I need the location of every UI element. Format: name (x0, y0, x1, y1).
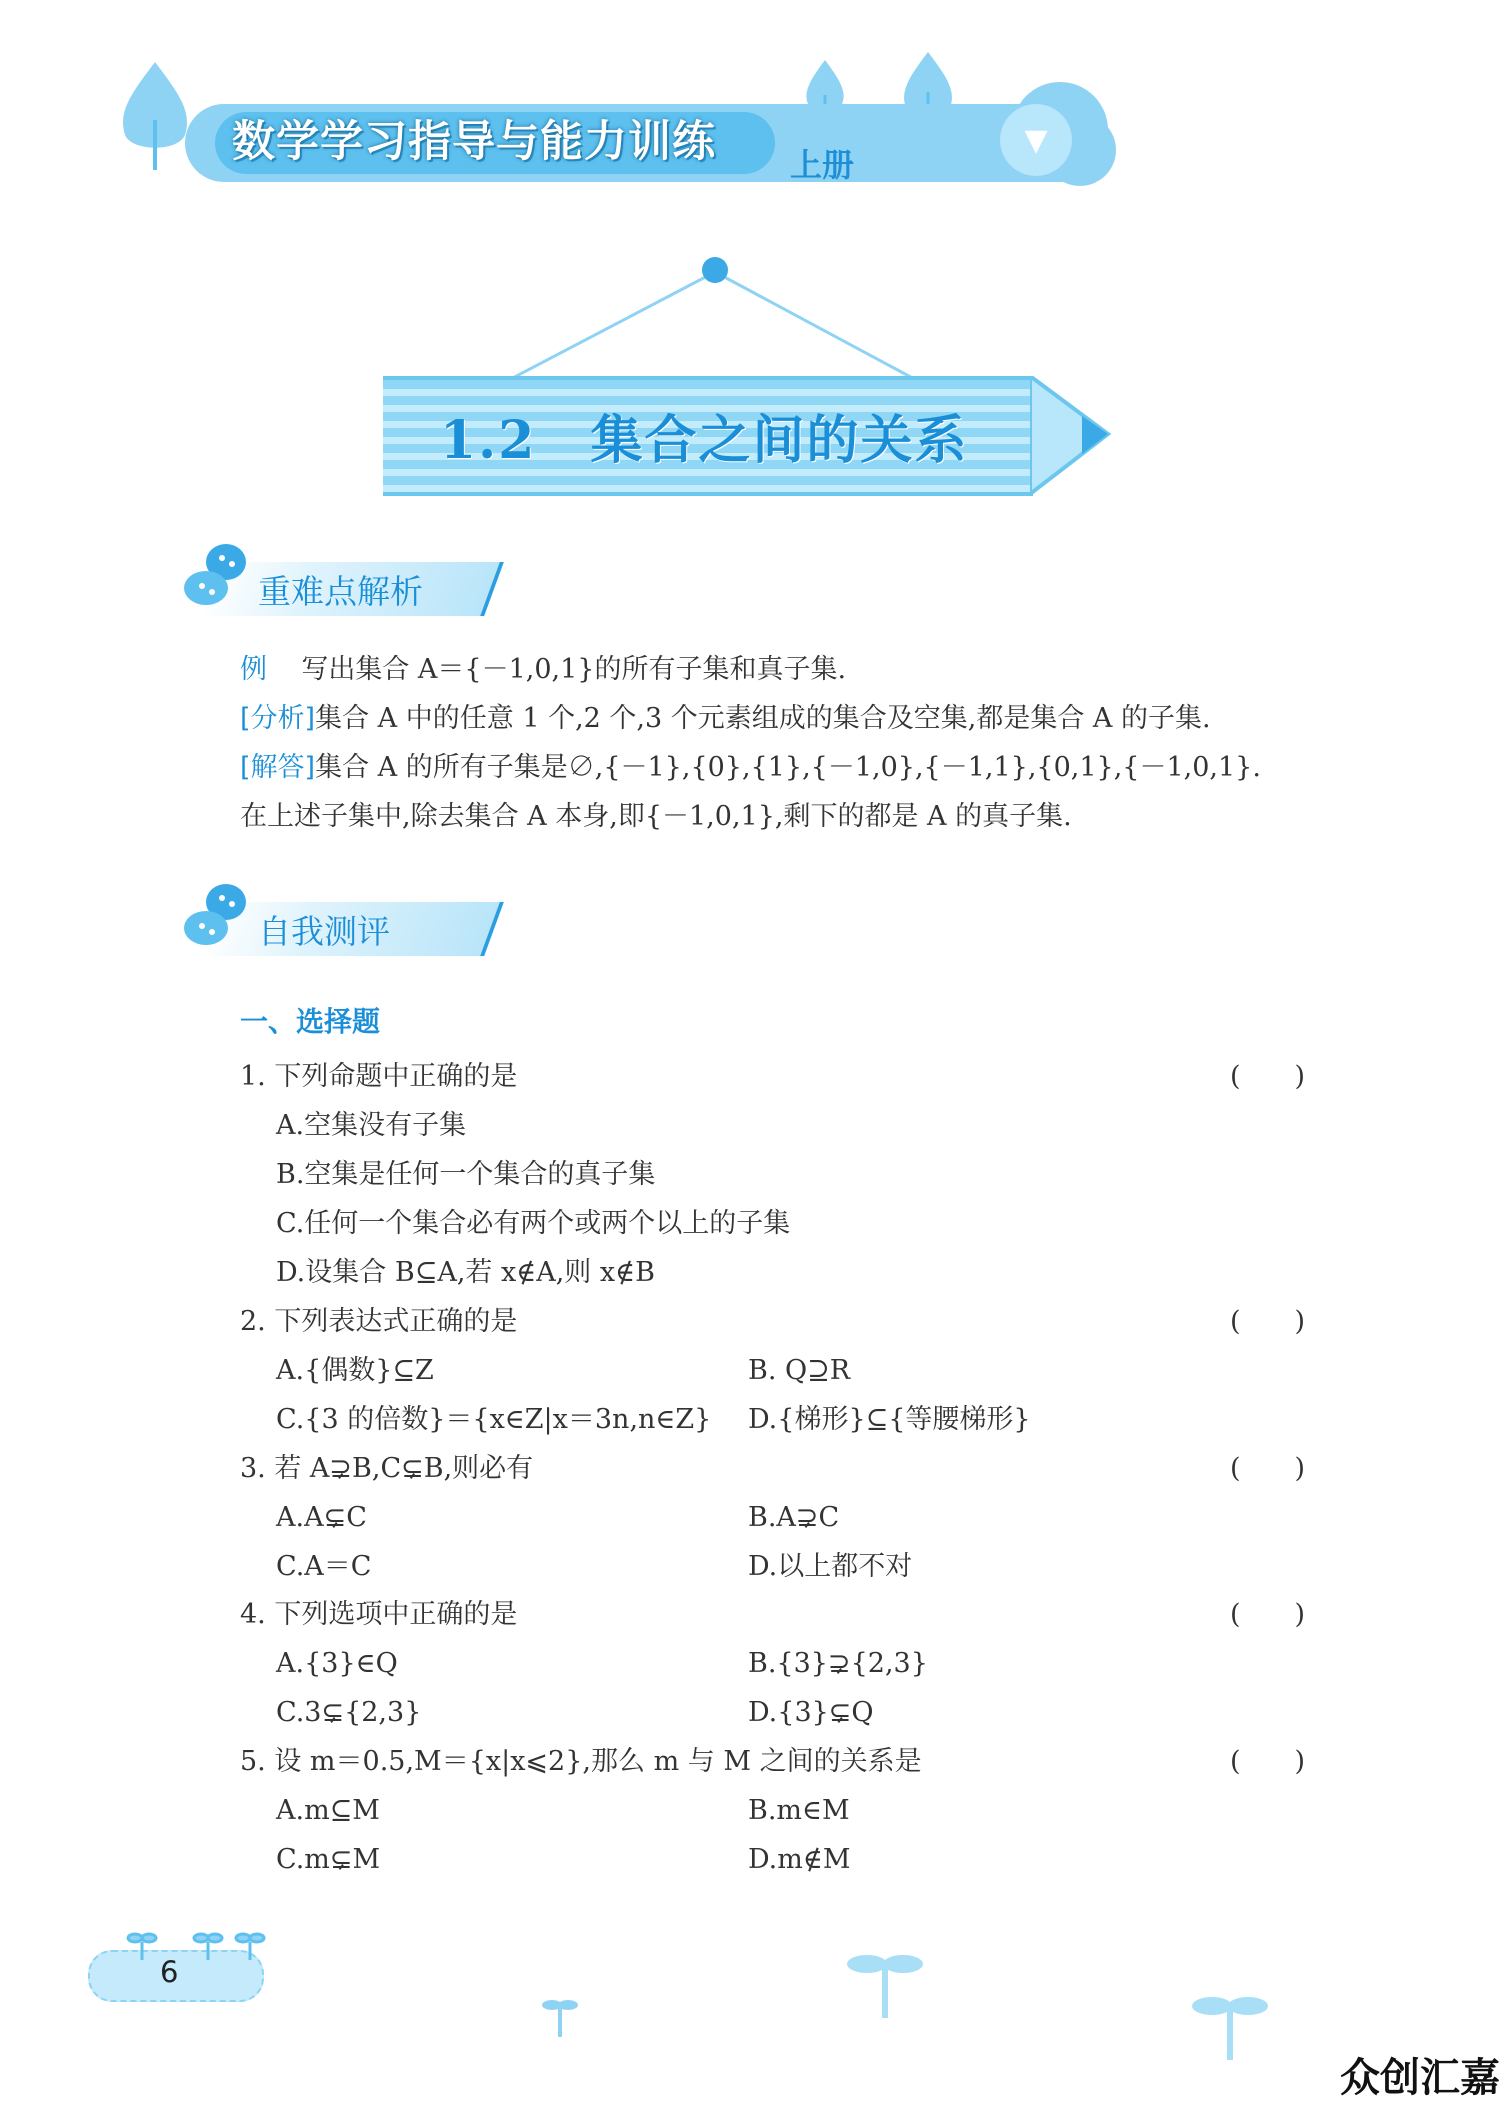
question-3-option-c: C.A＝C (276, 1551, 372, 1582)
question-4-option-c: C.3⊊{2,3} (276, 1697, 422, 1728)
question-1-option-b: B.空集是任何一个集合的真子集 (276, 1159, 656, 1190)
question-3-option-a: A.A⊊C (276, 1502, 367, 1533)
butterfly-icon (178, 540, 254, 610)
answer-line (240, 751, 1261, 785)
pencil-tip (1030, 376, 1120, 496)
question-2-option-b: B. Q⊇R (748, 1355, 851, 1386)
question-5-option-c: C.m⊊M (276, 1844, 381, 1875)
page-number: 6 (160, 1955, 179, 1989)
category-heading: 一、选择题 (240, 1005, 381, 1038)
question-2-option-d: D.{梯形}⊆{等腰梯形} (748, 1404, 1031, 1435)
analysis-text: 集合 A 中的任意 1 个,2 个,3 个元素组成的集合及空集,都是集合 A 的子集. (315, 703, 1211, 734)
question-4-option-d: D.{3}⊊Q (748, 1697, 874, 1728)
question-1-stem: 1. 下列命题中正确的是 (240, 1061, 518, 1092)
question-2-stem: 2. 下列表达式正确的是 (240, 1306, 518, 1337)
answer-blank-5: ( ) (1230, 1746, 1306, 1777)
sprout-icon (540, 1995, 580, 2040)
answer-blank-1: ( ) (1230, 1061, 1306, 1092)
analysis-label: [分析] (240, 703, 316, 734)
example-text: 写出集合 A＝{－1,0,1}的所有子集和真子集. (301, 654, 847, 685)
question-2-option-a: A.{偶数}⊆Z (276, 1355, 434, 1386)
sprout-decoration (80, 1920, 280, 1970)
question-1-option-a: A.空集没有子集 (276, 1110, 467, 1141)
question-5-stem: 5. 设 m＝0.5,M＝{x|x⩽2},那么 m 与 M 之间的关系是 (240, 1746, 922, 1777)
watermark: 众创汇嘉 (1340, 2055, 1500, 2101)
butterfly-icon (178, 880, 254, 950)
question-4-option-b: B.{3}⊋{2,3} (748, 1648, 928, 1679)
section-title-key-points: 重难点解析 (258, 572, 423, 611)
answer-blank-2: ( ) (1230, 1306, 1306, 1337)
question-5-option-b: B.m∈M (748, 1795, 850, 1826)
question-3-option-d: D.以上都不对 (748, 1551, 913, 1582)
play-down-icon: ▼ (1000, 104, 1072, 176)
answer-text: 集合 A 的所有子集是∅,{－1},{0},{1},{－1,0},{－1,1},{0,1},{－1,0,1}. (315, 752, 1261, 783)
answer-label: [解答] (240, 752, 316, 783)
example-label: 例 (240, 654, 267, 685)
volume-label: 上册 (790, 146, 855, 184)
question-1-option-d: D.设集合 B⊆A,若 x∉A,则 x∉B (276, 1257, 655, 1288)
question-5-option-d: D.m∉M (748, 1844, 851, 1875)
example-line (240, 653, 846, 687)
sprout-icon (845, 1950, 925, 2020)
analysis-line (240, 702, 1211, 736)
section-title-self-test: 自我测评 (258, 912, 390, 951)
book-title: 数学学习指导与能力训练 (232, 117, 716, 167)
question-3-option-b: B.A⊋C (748, 1502, 840, 1533)
sprout-icon (1190, 1992, 1270, 2062)
question-5-option-a: A.m⊆M (276, 1795, 380, 1826)
question-1-option-c: C.任何一个集合必有两个或两个以上的子集 (276, 1208, 791, 1239)
question-3-stem: 3. 若 A⊋B,C⊊B,则必有 (240, 1453, 534, 1484)
chapter-title: 1.2 集合之间的关系 (440, 410, 969, 471)
question-4-option-a: A.{3}∈Q (276, 1648, 398, 1679)
question-4-stem: 4. 下列选项中正确的是 (240, 1599, 518, 1630)
hanging-string (480, 250, 960, 390)
answer-blank-4: ( ) (1230, 1599, 1306, 1630)
answer-blank-3: ( ) (1230, 1453, 1306, 1484)
answer-continuation: 在上述子集中,除去集合 A 本身,即{－1,0,1},剩下的都是 A 的真子集. (240, 801, 1072, 832)
question-2-option-c: C.{3 的倍数}＝{x∈Z|x＝3n,n∈Z} (276, 1404, 712, 1435)
